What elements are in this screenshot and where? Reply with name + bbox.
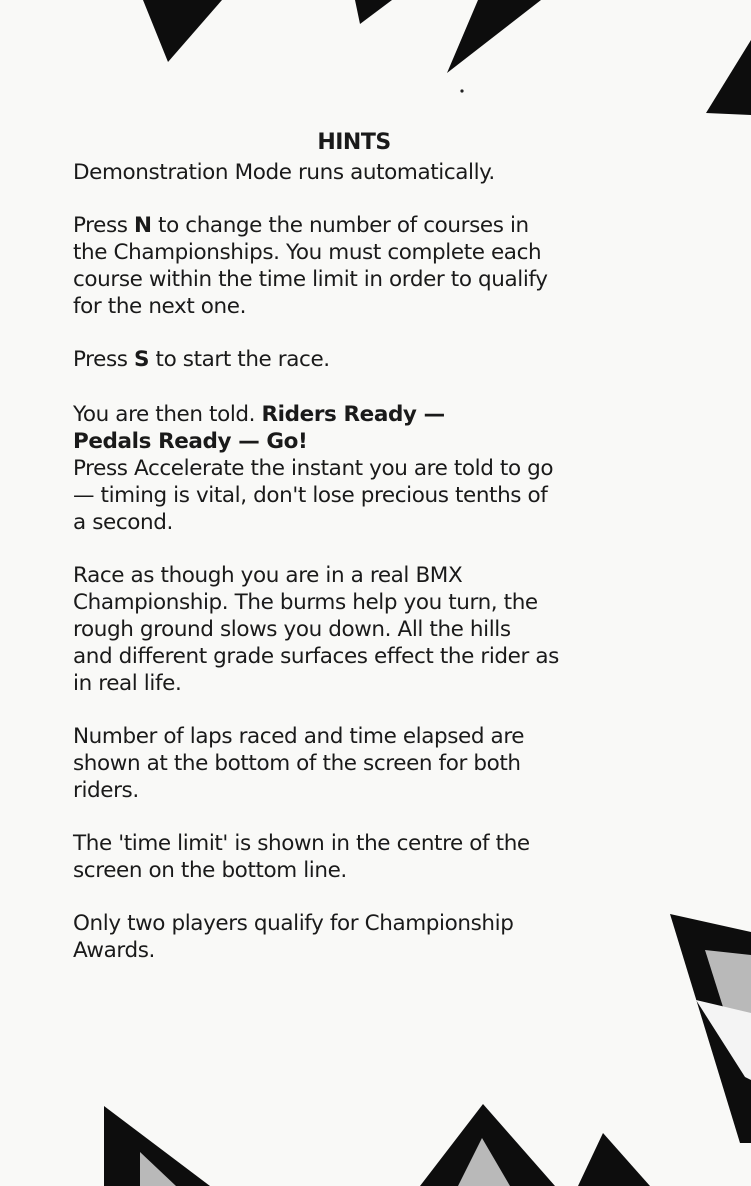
text-line: screen on the bottom line. bbox=[73, 858, 347, 883]
time-limit-paragraph bbox=[73, 830, 633, 884]
text-line: Demonstration Mode runs automatically. bbox=[73, 160, 495, 185]
bottom-left-triangle-shape bbox=[104, 1106, 210, 1186]
top-right-edge-triangle-shape bbox=[706, 40, 751, 115]
pedals-ready-text: Pedals Ready — Go! bbox=[73, 429, 308, 454]
text-run: Press bbox=[73, 213, 135, 238]
race-paragraph bbox=[73, 562, 633, 697]
text-run: Press bbox=[73, 347, 135, 372]
text-line: riders. bbox=[73, 778, 139, 803]
right-edge-outer-shape bbox=[670, 914, 751, 1143]
text-line: Championship. The burms help you turn, the bbox=[73, 590, 538, 615]
hints-heading: HINTS bbox=[317, 130, 391, 155]
speck-dot bbox=[460, 89, 463, 92]
top-right-triangle-shape bbox=[447, 0, 541, 73]
bottom-right-triangle-shape bbox=[578, 1133, 650, 1186]
text-line: for the next one. bbox=[73, 294, 247, 319]
text-line: course within the time limit in order to qualify bbox=[73, 267, 548, 292]
text-run: You are then told. bbox=[73, 402, 262, 427]
text-line bbox=[73, 212, 633, 239]
text-line: shown at the bottom of the screen for both bbox=[73, 751, 521, 776]
text-line: Only two players qualify for Championship bbox=[73, 911, 514, 936]
text-line: rough ground slows you down. All the hills bbox=[73, 617, 511, 642]
text-line bbox=[73, 346, 633, 373]
key-s: S bbox=[134, 347, 150, 372]
text-line: the Championships. You must complete each bbox=[73, 240, 542, 265]
bottom-mid-triangle-shape bbox=[420, 1104, 555, 1186]
text-line: and different grade surfaces effect the rider as bbox=[73, 644, 559, 669]
right-edge-light-shape bbox=[696, 1000, 751, 1080]
text-run: to start the race. bbox=[149, 347, 330, 372]
text-line: Press Accelerate the instant you are told to go bbox=[73, 456, 554, 481]
key-n: N bbox=[134, 213, 152, 238]
text-line: — timing is vital, don't lose precious tenths of bbox=[73, 483, 548, 508]
text-line bbox=[73, 428, 633, 455]
demo-mode-paragraph bbox=[73, 159, 633, 186]
text-run: to change the number of courses in bbox=[151, 213, 529, 238]
bottom-mid-inner-shape bbox=[458, 1138, 510, 1186]
courses-paragraph bbox=[73, 212, 633, 320]
hints-text-block bbox=[73, 130, 633, 964]
top-left-triangle-shape bbox=[143, 0, 222, 62]
text-line: Awards. bbox=[73, 938, 155, 963]
bottom-left-inner-shape bbox=[140, 1152, 176, 1186]
text-line: The 'time limit' is shown in the centre of the bbox=[73, 831, 530, 856]
start-paragraph bbox=[73, 346, 633, 373]
riders-ready-text: Riders Ready — bbox=[261, 402, 445, 427]
riders-ready-paragraph bbox=[73, 401, 633, 536]
text-line: in real life. bbox=[73, 671, 182, 696]
text-line: Number of laps raced and time elapsed are bbox=[73, 724, 525, 749]
text-line: a second. bbox=[73, 510, 173, 535]
text-line bbox=[73, 401, 633, 428]
qualify-paragraph bbox=[73, 910, 633, 964]
top-mid-triangle-shape bbox=[355, 0, 392, 24]
text-line: Race as though you are in a real BMX bbox=[73, 563, 463, 588]
laps-paragraph bbox=[73, 723, 633, 804]
right-edge-inner-shape bbox=[705, 950, 751, 1050]
